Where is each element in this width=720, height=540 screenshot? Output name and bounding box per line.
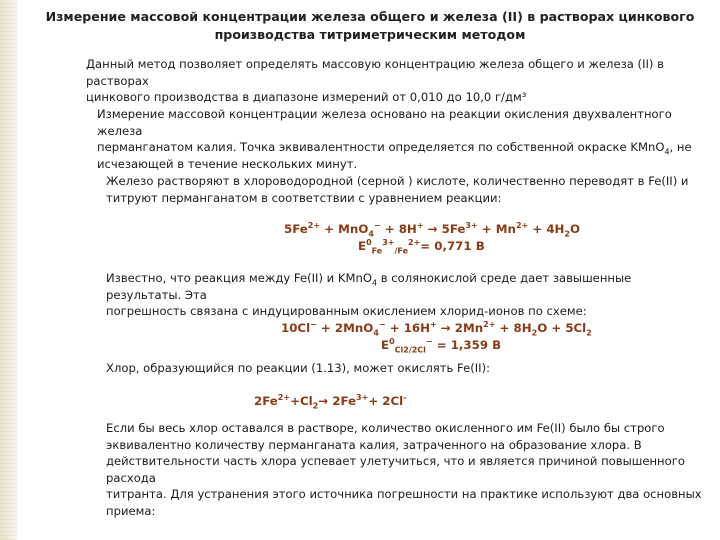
page-title [30,8,710,44]
text-line: титранта. Для устранения этого источника погрешности на практике используют два основных [106,487,702,501]
title-line: Измерение массовой концентрации железа общего и железа (II) в растворах цинкового [45,9,695,24]
eq-sub: /Fe [394,246,408,256]
eq-sub: 2 [564,229,570,239]
eq-sup: − [378,320,386,330]
paragraph-principle [97,106,705,172]
equation-potential-fe [358,238,485,254]
text-line: Железо растворяют в хлороводородной (серной ) кислоте, количественно переводят в Fe(II) и [106,174,689,188]
eq-text: 2Fe [254,394,278,408]
paragraph-chlorine-loss [106,420,710,519]
eq-sup: 0 [389,337,395,347]
text-segment: , не [669,140,692,154]
text-line: погрешность связана с индуцированным окислением хлорид-ионов по схеме: [106,304,587,318]
eq-text: = 1,359 В [432,338,502,352]
equation-potential-cl [381,337,501,353]
paragraph-chlorine-oxidizes [106,360,704,377]
title-line: производства титриметрическим методом [214,27,526,42]
eq-text: + 2MnO [316,321,374,335]
eq-sup: - [403,393,407,403]
eq-text: → 2Mn [436,321,484,335]
eq-text: + MnO [320,222,369,236]
eq-sup: + [429,320,437,330]
text-line [97,139,705,156]
eq-sup: 0 [366,238,372,248]
eq-text: O [569,222,581,236]
eq-sup: 2+ [307,221,321,231]
subscript: 4 [371,278,378,288]
eq-sup: 3+ [465,221,478,231]
eq-sup: 2+ [515,221,529,231]
text-segment: перманганатом калия. Точка эквивалентности определяется по собственной окраске KMnO [97,140,665,154]
eq-text: +Cl [290,394,313,408]
eq-sup: 2+ [483,320,496,330]
eq-text: + 8H [380,222,417,236]
eq-text: 5Fe [284,222,308,236]
equation-chlorine-iron [254,393,407,409]
eq-text: + 8H [495,321,532,335]
eq-text: + 16H [385,321,430,335]
text-line: исчезающей в течение нескольких минут. [97,156,358,171]
text-line [106,270,710,303]
text-line: Хлор, образующийся по реакции (1.13), может окислять Fe(II): [106,361,491,375]
eq-sup: + [416,221,424,231]
text-line: действительности часть хлора успевает улетучиться, что и является причиной повышенного расхода [106,454,685,485]
text-line: приема: [106,503,156,518]
eq-text: + 4H [528,222,565,236]
eq-sub: 4 [368,229,374,239]
eq-sub: 2 [531,328,538,338]
eq-text: 10Cl [281,321,311,335]
eq-sub: 2 [312,401,319,411]
text-segment: в солянокислой среде дает завышенные результаты. Эта [106,271,632,302]
eq-sup: − [425,337,433,347]
eq-sub: Cl2/2Cl [394,345,426,355]
text-line: Измерение массовой концентрации железа основано на реакции окисления двухвалентного железа [97,107,672,138]
text-line: титруют перманганатом в соответствии с уравнением реакции: [106,190,502,205]
eq-text: E [381,338,390,352]
text-line: Данный метод позволяет определять массовую концентрацию железа общего и железа (II) в растворах [86,57,664,88]
eq-sup: − [373,221,381,231]
eq-sub: Fe [371,246,383,256]
eq-text: + Mn [477,222,516,236]
paragraph-chloride-interference [106,270,710,320]
equation-chloride-oxidation [281,320,592,336]
eq-sub: 2 [586,328,592,338]
text-line: цинкового производства в диапазоне измерений от 0,010 до 10,0 г/дм³ [86,90,527,104]
subscript: 4 [664,147,670,157]
eq-text: → 2Fe [318,394,357,408]
eq-text: O + 5Cl [537,321,587,335]
paragraph-dissolution [106,173,704,206]
eq-text: → 5Fe [423,222,466,236]
text-line: Если бы весь хлор оставался в растворе, количество окисленного им Fe(II) было бы строго [106,421,665,435]
decorative-side-band [0,0,18,540]
paragraph-method-scope [86,56,714,106]
eq-sup: 3+ [382,238,395,248]
eq-sup: 2+ [277,393,291,403]
text-segment: Известно, что реакция между Fe(II) и KMnO [106,271,372,285]
eq-text: E [358,239,367,253]
eq-sub: 4 [373,328,379,338]
equation-titration-reaction [284,221,580,237]
eq-sup: − [310,320,317,330]
eq-sup: 2+ [408,238,421,248]
text-line: эквивалентно количеству перманганата калия, затраченного на образование хлора. В [106,437,642,452]
eq-text: = 0,771 В [420,239,485,253]
eq-sup: 3+ [356,393,369,403]
eq-text: + 2Cl [368,394,404,408]
